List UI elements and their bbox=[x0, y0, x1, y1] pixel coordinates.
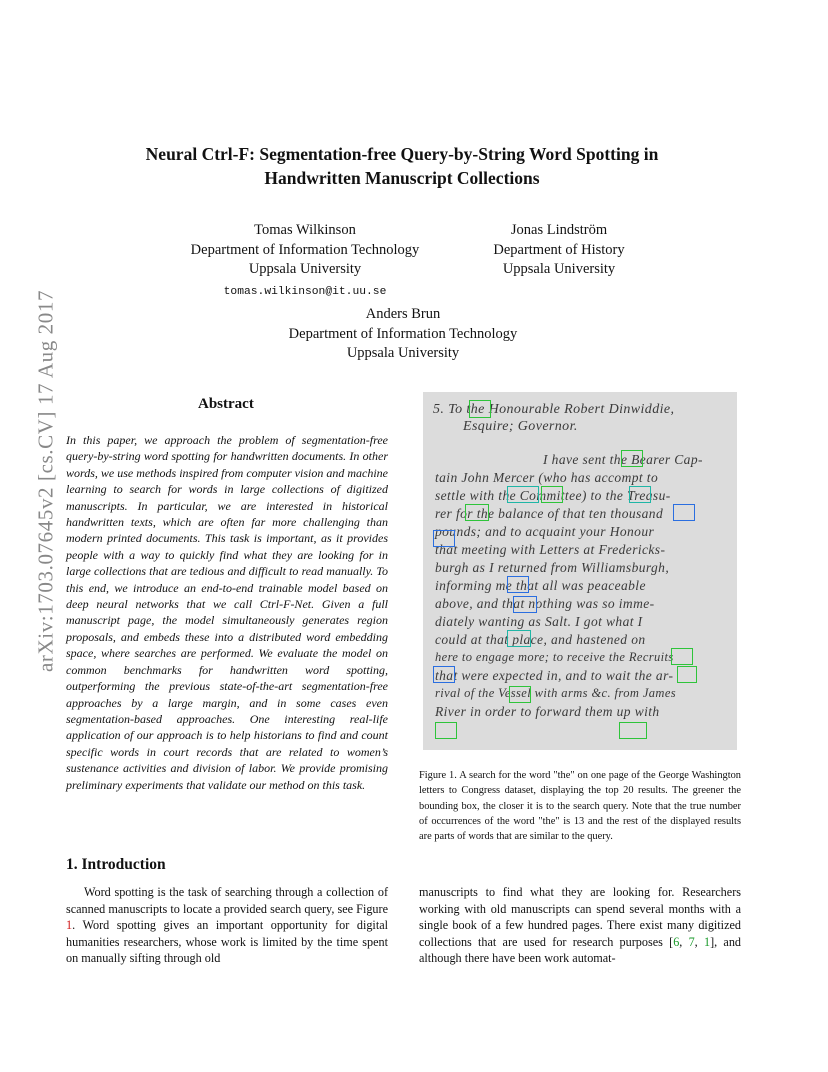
paper-title bbox=[100, 142, 704, 190]
intro-paragraph-left bbox=[66, 884, 388, 967]
manuscript-line: could at that place, and hastened on bbox=[435, 632, 646, 647]
arxiv-identifier: arXiv:1703.07645v2 [cs.CV] 17 Aug 2017 bbox=[33, 289, 58, 673]
intro-text: . Word spotting gives an important opportunity for digital humanities researchers, whose work is limited by the time spent on manually sifting through old bbox=[66, 918, 388, 966]
citation-link[interactable]: 1 bbox=[703, 934, 711, 949]
intro-paragraph-right: manuscripts to find what they are looking for. Researchers working with old manuscripts can spend several months with a single book of a few hundred pages. There exist many digitized collections that are used for research purposes [6, 7, 1], and although there have been work automat- bbox=[419, 885, 742, 966]
author-block-1 bbox=[176, 221, 434, 302]
intro-text: manuscripts to find what they are looking for. Researchers working with old manuscripts can spend several months with a single book of a few hundred pages. There exist many digitized collections that are used for research purposes [ bbox=[419, 885, 741, 949]
manuscript-line: rival of the Vessel with arms &c. from James bbox=[435, 686, 677, 700]
manuscript-line: that were expected in, and to wait the ar- bbox=[435, 668, 674, 683]
author-name: Jonas Lindström bbox=[510, 222, 608, 238]
detection-box bbox=[507, 576, 529, 593]
author-dept: Department of Information Technology bbox=[288, 325, 518, 342]
manuscript-line: burgh as I returned from Williamsburgh, bbox=[435, 560, 670, 575]
author-univ: Uppsala University bbox=[346, 345, 460, 361]
intro-text: Word spotting is the task of searching through a collection of scanned manuscripts to locate a provided search query, see Figure bbox=[66, 885, 388, 916]
manuscript-line: pounds; and to acquaint your Honour bbox=[435, 524, 655, 539]
detection-box bbox=[619, 722, 647, 739]
figure-ref-link[interactable]: 1 bbox=[66, 918, 73, 933]
manuscript-line: tain John Mercer (who has accompt to bbox=[435, 470, 659, 485]
detection-box bbox=[469, 400, 491, 418]
abstract-text: In this paper, we approach the problem of segmentation-free query-by-string word spotting for handwritten documents. In other words, we use methods inspired from computer vision and machine learning to search for words in large collections of digitized manuscripts. In particular, we are interested in historical handwritten texts, which are often far more challenging than modern printed documents. This task is important, as it provides people with a way to quickly find what they are looking for in large collections that are tedious and difficult to read manually. To this end, we introduce an end-to-end trainable model based on deep neural networks that we call Ctrl-F-Net. Given a full manuscript page, the model simultaneously generates region proposals, and embeds these into a distributed word embedding space, where searches are performed. We evaluate the model on common benchmarks for handwritten word spotting, outperforming the previous state-of-the-art segmentation-free approaches by a large margin, and in some cases even segmentation-based approaches. One interesting real-life application of our approach is to help historians to find and count specific words in court records that are related to women’s sustenance activities and division of labor. We provide promising preliminary experiments that validate our method on this task. bbox=[66, 433, 388, 792]
manuscript-line: diately wanting as Salt. I got what I bbox=[435, 614, 643, 629]
detection-box bbox=[673, 504, 695, 521]
figure-1-manuscript-image bbox=[423, 392, 737, 750]
title-line-1: Neural Ctrl-F: Segmentation-free Query-by-String Word Spotting in bbox=[145, 144, 659, 164]
detection-box bbox=[433, 666, 455, 683]
detection-box bbox=[513, 596, 537, 613]
detection-box bbox=[629, 486, 651, 503]
author-name: Tomas Wilkinson bbox=[254, 222, 356, 238]
manuscript-line: here to engage more; to receive the Recruits bbox=[435, 650, 674, 664]
manuscript-line: 5. To the Honourable Robert Dinwiddie, bbox=[433, 402, 675, 417]
detection-box bbox=[465, 504, 489, 521]
detection-box bbox=[507, 486, 539, 503]
detection-box bbox=[435, 722, 457, 739]
figure-1-caption: Figure 1. A search for the word "the" on one page of the George Washington letters to Congress dataset, displaying the top 20 results. The greener the bounding box, the closer it is to the search query. Note that the true number of occurrences of the word "the" is 13 and the rest of the displayed results are parts of words that are similar to the query. bbox=[419, 770, 741, 843]
manuscript-line: River in order to forward them up with bbox=[435, 704, 660, 719]
detection-box bbox=[509, 686, 531, 703]
citation-link[interactable]: 6 bbox=[673, 934, 680, 949]
manuscript-line: Esquire; Governor. bbox=[463, 419, 578, 434]
detection-box bbox=[541, 486, 563, 503]
detection-box bbox=[507, 630, 531, 647]
abstract-heading: Abstract bbox=[198, 396, 254, 412]
intro-text: ], and although there have been work automat- bbox=[419, 934, 742, 966]
manuscript-line: rer for the balance of that ten thousand bbox=[435, 506, 664, 521]
manuscript-line: that meeting with Letters at Fredericks- bbox=[435, 542, 666, 557]
author-dept: Department of Information Technology bbox=[190, 241, 420, 258]
author-univ: Uppsala University bbox=[248, 261, 362, 277]
detection-box bbox=[677, 666, 697, 683]
detection-box bbox=[433, 530, 455, 547]
author-name: Anders Brun bbox=[365, 306, 441, 322]
manuscript-line: I have sent the Bearer Cap- bbox=[543, 452, 703, 467]
title-line-2: Handwritten Manuscript Collections bbox=[264, 168, 540, 188]
author-dept: Department of History bbox=[493, 241, 625, 258]
author-univ: Uppsala University bbox=[502, 261, 616, 277]
author-block-3 bbox=[260, 305, 546, 364]
author-block-2 bbox=[474, 221, 644, 280]
manuscript-line: above, and that nothing was so imme- bbox=[435, 596, 655, 611]
arxiv-sidebar bbox=[30, 286, 62, 676]
author-email[interactable]: tomas.wilkinson@it.uu.se bbox=[223, 285, 387, 298]
citation-link[interactable]: 7 bbox=[688, 934, 695, 949]
detection-box bbox=[671, 648, 693, 665]
manuscript-line: settle with the Committee) to the Treasu- bbox=[435, 488, 671, 503]
manuscript-line: informing me that all was peaceable bbox=[435, 578, 646, 593]
section-heading-introduction: 1. Introduction bbox=[66, 856, 166, 873]
detection-box bbox=[621, 450, 643, 467]
